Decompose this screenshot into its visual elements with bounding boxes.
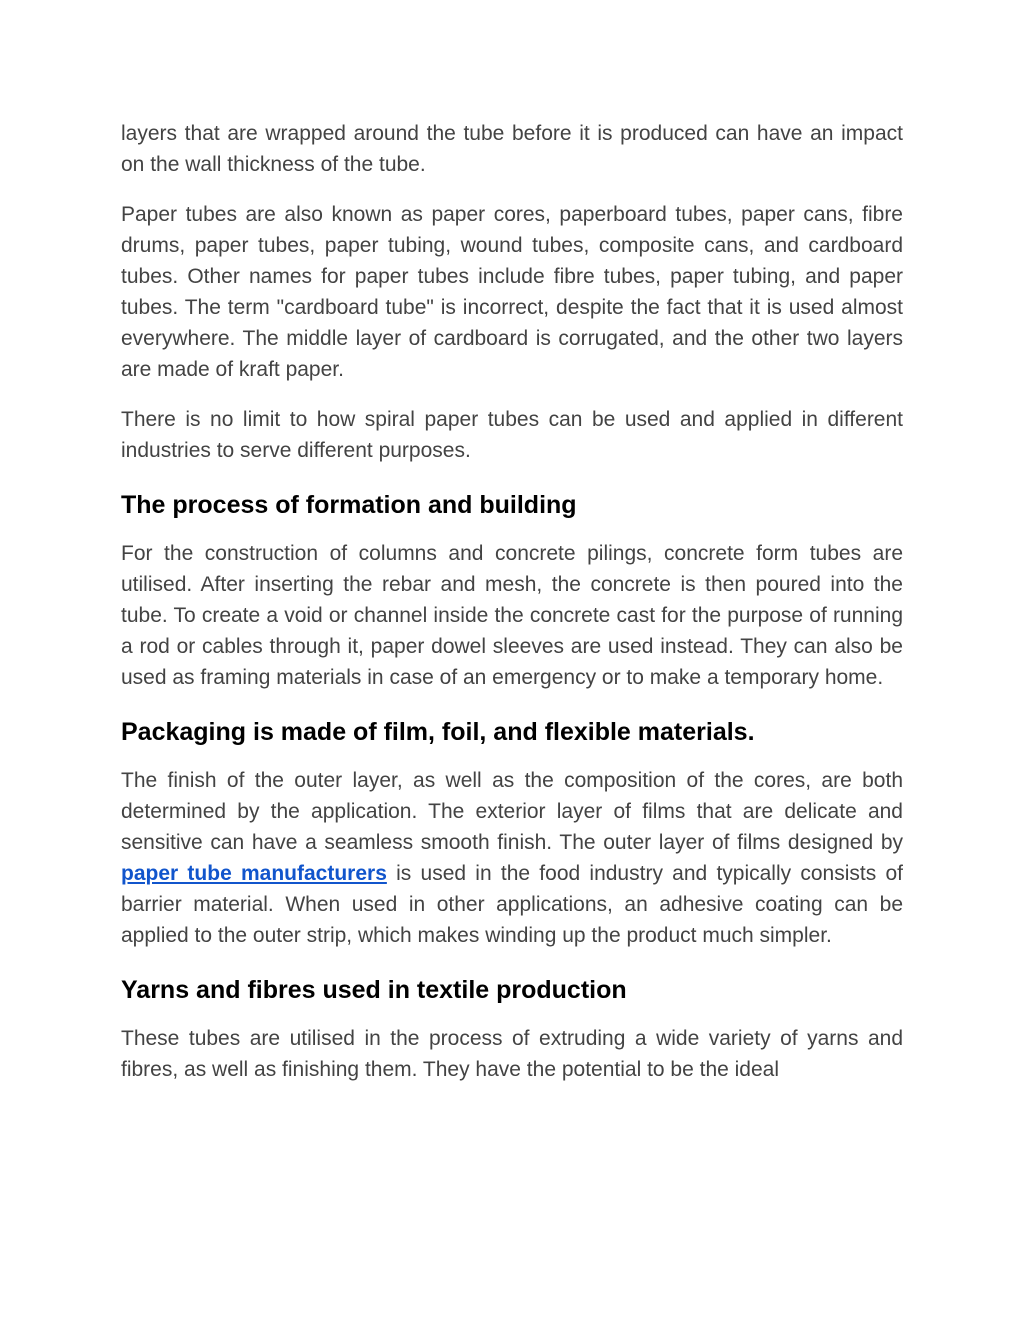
paragraph-spiral-tube-uses: There is no limit to how spiral paper tubes can be used and applied in different industries to serve different purposes.	[121, 408, 903, 462]
paragraph-text-after-link: is used in the food industry and typically consists of barrier material. When used in other applications, an adhesive coating can be applied to the outer strip, which makes winding up the product much simpler.	[121, 862, 903, 947]
document-page	[121, 118, 903, 1104]
paragraph-concrete-form-tubes: For the construction of columns and concrete pilings, concrete form tubes are utilised. After inserting the rebar and mesh, the concrete is then poured into the tube. To create a void or channel inside the concrete cast for the purpose of running a rod or cables through it, paper dowel sleeves are used instead. They can also be used as framing materials in case of an emergency or to make a temporary home.	[121, 542, 903, 689]
heading-packaging: Packaging is made of film, foil, and flexible materials.	[121, 718, 755, 746]
paragraph-paper-tube-names: Paper tubes are also known as paper cores, paperboard tubes, paper cans, fibre drums, paper tubes, paper tubing, wound tubes, composite cans, and cardboard tubes. Other names for paper tubes include fibre tubes, paper tubing, and paper tubes. The term "cardboard tube" is incorrect, despite the fact that it is used almost everywhere. The middle layer of cardboard is corrugated, and the other two layers are made of kraft paper.	[121, 203, 903, 381]
heading-formation-building: The process of formation and building	[121, 491, 577, 519]
paragraph-wall-thickness: layers that are wrapped around the tube before it is produced can have an impact on the wall thickness of the tube.	[121, 122, 903, 176]
paragraph-outer-layer-finish	[121, 765, 903, 951]
paragraph-text-before-link: The finish of the outer layer, as well as the composition of the cores, are both determined by the application. The exterior layer of films that are delicate and sensitive can have a seamless smooth finish. The outer layer of films designed by	[121, 769, 903, 854]
paper-tube-manufacturers-link[interactable]: paper tube manufacturers	[121, 862, 387, 885]
heading-yarns-fibres: Yarns and fibres used in textile production	[121, 976, 627, 1004]
paragraph-yarn-extrusion: These tubes are utilised in the process of extruding a wide variety of yarns and fibres, as well as finishing them. They have the potential to be the ideal	[121, 1027, 903, 1081]
